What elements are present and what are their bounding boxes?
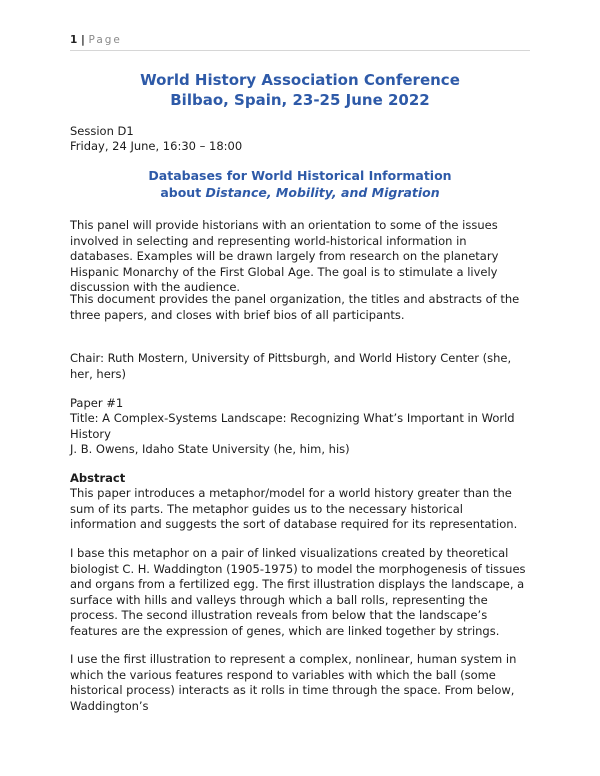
conference-title: World History Association Conference [140,71,460,89]
panel-title-line2 [0,184,600,201]
intro-paragraph-1: This panel will provide historians with an orientation to some of the issues involved in selecting and representing world-historical information in databases. Examples will be drawn largely from research on the planetary Hispanic Monarchy of the First Global Age. The goal is to stimulate a lively discussion with the audience. [70,218,499,294]
paper1-label: Paper #1 [70,396,124,410]
abstract-paragraph-2: I base this metaphor on a pair of linked visualizations created by theoretical biologist C. H. Waddington (1905-1975) to model the morphogenesis of tissues and organs from a fertilized egg. The first illustration displays the landscape, a surface with hills and valleys through which a ball rolls, representing the process. The second illustration reveals from below that the landscape’s features are the expression of genes, which are linked together by strings. [70,546,526,638]
panel-title-line1: Databases for World Historical Information [148,168,452,183]
chair-line: Chair: Ruth Mostern, University of Pittsburgh, and World History Center (she, her, hers) [70,351,512,381]
session-id: Session D1 [70,124,134,138]
conference-location-dates: Bilbao, Spain, 23-25 June 2022 [170,91,430,109]
page-header [70,34,530,51]
abstract-heading: Abstract [70,471,126,485]
page-number: 1 [70,34,78,46]
session-time: Friday, 24 June, 16:30 – 18:00 [70,139,243,153]
abstract-paragraph-1: This paper introduces a metaphor/model for a world history greater than the sum of its parts. The metaphor guides us to the necessary historical information and suggests the sort of database required for its representation. [70,486,518,531]
abstract-paragraph-3: I use the first illustration to represent a complex, nonlinear, human system in which the various features respond to variables with which the ball (some historical process) interacts as it rolls in time through the space. From below, Waddington’s [70,652,517,713]
paper1-title: Title: A Complex-Systems Landscape: Recognizing What’s Important in World History [70,411,515,441]
header-separator: | [77,34,89,46]
panel-title-italic: Distance, Mobility, and Migration [205,185,440,200]
panel-title-prefix: about [160,185,206,200]
page-word: Page [88,34,122,46]
intro-paragraph-2: This document provides the panel organization, the titles and abstracts of the three papers, and closes with brief bios of all participants. [70,292,520,322]
paper1-author: J. B. Owens, Idaho State University (he, him, his) [70,442,350,456]
